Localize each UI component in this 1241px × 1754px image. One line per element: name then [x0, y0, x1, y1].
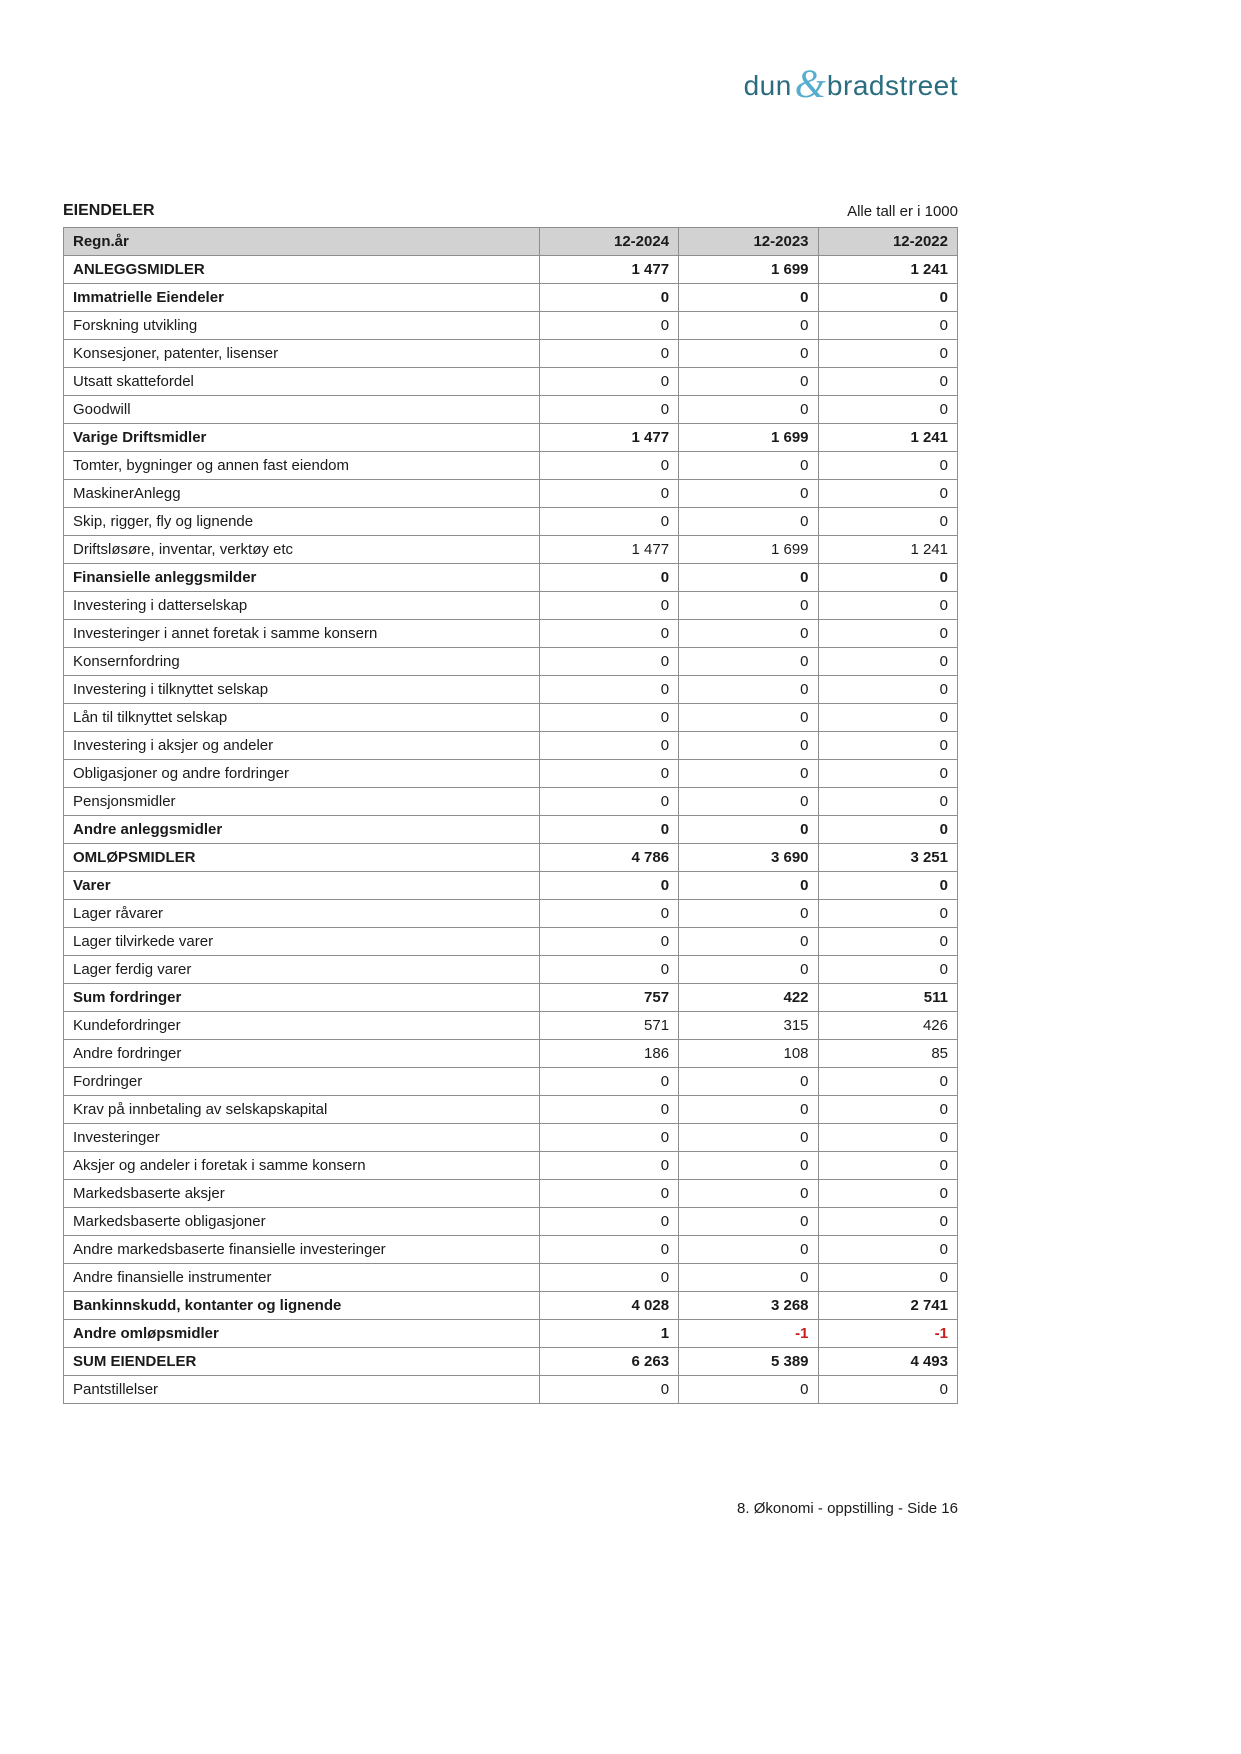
- row-value: 0: [539, 704, 678, 732]
- row-value: 0: [818, 508, 957, 536]
- row-value: 108: [679, 1040, 818, 1068]
- table-row: [64, 396, 958, 424]
- row-label: Markedsbaserte aksjer: [64, 1180, 540, 1208]
- row-label: Andre omløpsmidler: [64, 1320, 540, 1348]
- row-value: 0: [818, 1068, 957, 1096]
- row-value: 0: [679, 704, 818, 732]
- logo-text-bradstreet: bradstreet: [826, 70, 958, 101]
- row-value: 0: [679, 1376, 818, 1404]
- table-row: [64, 1376, 958, 1404]
- table-row: [64, 844, 958, 872]
- table-row: [64, 704, 958, 732]
- row-label: Sum fordringer: [64, 984, 540, 1012]
- row-value: 0: [679, 732, 818, 760]
- row-label: Investeringer i annet foretak i samme konsern: [64, 620, 540, 648]
- row-value: 0: [679, 1236, 818, 1264]
- row-value: 186: [539, 1040, 678, 1068]
- row-value: 0: [539, 1096, 678, 1124]
- row-value: 0: [818, 788, 957, 816]
- row-value: 0: [539, 816, 678, 844]
- table-row: [64, 956, 958, 984]
- row-label: Investering i tilknyttet selskap: [64, 676, 540, 704]
- row-value: 0: [818, 1180, 957, 1208]
- row-value: 511: [818, 984, 957, 1012]
- row-label: Andre markedsbaserte finansielle investeringer: [64, 1236, 540, 1264]
- row-value: 1 241: [818, 536, 957, 564]
- row-label: Konsesjoner, patenter, lisenser: [64, 340, 540, 368]
- page-footer: 8. Økonomi - oppstilling - Side 16: [737, 1500, 958, 1517]
- units-note: Alle tall er i 1000: [847, 203, 958, 220]
- table-row: [64, 620, 958, 648]
- table-row: [64, 1320, 958, 1348]
- row-value: 0: [679, 816, 818, 844]
- row-label: Fordringer: [64, 1068, 540, 1096]
- table-row: [64, 256, 958, 284]
- row-value: 0: [539, 872, 678, 900]
- table-row: [64, 676, 958, 704]
- row-label: MaskinerAnlegg: [64, 480, 540, 508]
- row-value: 0: [539, 1152, 678, 1180]
- table-row: [64, 284, 958, 312]
- row-value: 0: [818, 340, 957, 368]
- row-value: 0: [679, 956, 818, 984]
- row-value: 0: [818, 872, 957, 900]
- page-title: EIENDELER: [63, 202, 155, 219]
- row-value: 426: [818, 1012, 957, 1040]
- row-label: Markedsbaserte obligasjoner: [64, 1208, 540, 1236]
- row-value: 1 477: [539, 256, 678, 284]
- row-value: 0: [679, 1124, 818, 1152]
- table-row: [64, 508, 958, 536]
- row-label: Finansielle anleggsmilder: [64, 564, 540, 592]
- table-row: [64, 984, 958, 1012]
- row-label: Kundefordringer: [64, 1012, 540, 1040]
- row-value: 0: [679, 592, 818, 620]
- table-row: [64, 1012, 958, 1040]
- row-value: 1: [539, 1320, 678, 1348]
- row-value: 0: [818, 564, 957, 592]
- table-row: [64, 452, 958, 480]
- table-row: [64, 564, 958, 592]
- row-label: Investering i aksjer og andeler: [64, 732, 540, 760]
- row-value: 0: [539, 312, 678, 340]
- row-value: 0: [539, 592, 678, 620]
- table-row: [64, 732, 958, 760]
- row-value: 0: [818, 284, 957, 312]
- row-value: 0: [818, 704, 957, 732]
- row-value: 0: [679, 900, 818, 928]
- row-value: 0: [539, 1068, 678, 1096]
- row-value: 0: [539, 648, 678, 676]
- row-label: Lager tilvirkede varer: [64, 928, 540, 956]
- row-value: 0: [539, 1376, 678, 1404]
- row-value: 0: [679, 284, 818, 312]
- row-value: 0: [818, 648, 957, 676]
- row-value: 1 699: [679, 424, 818, 452]
- row-value: 0: [539, 732, 678, 760]
- row-value: 0: [818, 368, 957, 396]
- row-value: 0: [679, 872, 818, 900]
- row-label: Krav på innbetaling av selskapskapital: [64, 1096, 540, 1124]
- row-value: 0: [818, 760, 957, 788]
- row-value: 0: [679, 648, 818, 676]
- row-value: 3 251: [818, 844, 957, 872]
- row-value: 0: [539, 284, 678, 312]
- row-label: Varige Driftsmidler: [64, 424, 540, 452]
- row-value: 0: [818, 816, 957, 844]
- row-value: 0: [679, 480, 818, 508]
- table-row: [64, 1264, 958, 1292]
- row-value: 0: [818, 592, 957, 620]
- row-value: 0: [818, 900, 957, 928]
- row-value: 0: [679, 1208, 818, 1236]
- row-value: 0: [539, 928, 678, 956]
- row-value: 0: [679, 508, 818, 536]
- table-row: [64, 928, 958, 956]
- row-value: 0: [679, 312, 818, 340]
- table-row: [64, 536, 958, 564]
- row-value: 4 493: [818, 1348, 957, 1376]
- row-value: 0: [679, 396, 818, 424]
- row-value: 0: [679, 564, 818, 592]
- row-label: Lån til tilknyttet selskap: [64, 704, 540, 732]
- table-row: [64, 1208, 958, 1236]
- table-body: [64, 256, 958, 1404]
- row-value: 0: [679, 1152, 818, 1180]
- row-value: 0: [818, 312, 957, 340]
- row-value: 0: [539, 620, 678, 648]
- row-value: 1 241: [818, 256, 957, 284]
- row-label: Obligasjoner og andre fordringer: [64, 760, 540, 788]
- row-value: 0: [818, 620, 957, 648]
- content-area: [63, 0, 958, 1404]
- column-header-year: 12-2022: [818, 228, 957, 256]
- row-value: 315: [679, 1012, 818, 1040]
- row-value: 0: [539, 1124, 678, 1152]
- row-label: SUM EIENDELER: [64, 1348, 540, 1376]
- row-value: 0: [679, 1096, 818, 1124]
- row-value: 0: [679, 620, 818, 648]
- row-label: Andre fordringer: [64, 1040, 540, 1068]
- row-value: 757: [539, 984, 678, 1012]
- row-value: 0: [539, 788, 678, 816]
- row-value: 0: [818, 1208, 957, 1236]
- row-value: 1 699: [679, 536, 818, 564]
- row-value: 0: [539, 340, 678, 368]
- row-value: 0: [818, 928, 957, 956]
- row-value: 0: [818, 1152, 957, 1180]
- row-value: 0: [679, 928, 818, 956]
- row-label: Utsatt skattefordel: [64, 368, 540, 396]
- row-label: Lager råvarer: [64, 900, 540, 928]
- table-row: [64, 1124, 958, 1152]
- table-row: [64, 480, 958, 508]
- row-value: 3 268: [679, 1292, 818, 1320]
- row-value: 0: [539, 564, 678, 592]
- row-value: 1 477: [539, 536, 678, 564]
- row-value: 0: [818, 1124, 957, 1152]
- row-value: 2 741: [818, 1292, 957, 1320]
- dun-and-bradstreet-logo: [63, 61, 958, 110]
- row-label: Immatrielle Eiendeler: [64, 284, 540, 312]
- row-value: 0: [539, 760, 678, 788]
- table-row: [64, 1292, 958, 1320]
- table-row: [64, 648, 958, 676]
- row-label: Konsernfordring: [64, 648, 540, 676]
- table-row: [64, 368, 958, 396]
- row-label: Lager ferdig varer: [64, 956, 540, 984]
- row-value: 0: [539, 956, 678, 984]
- row-value: 0: [539, 900, 678, 928]
- row-value: 0: [539, 368, 678, 396]
- row-value: 0: [818, 396, 957, 424]
- table-row: [64, 1348, 958, 1376]
- row-value: 0: [818, 732, 957, 760]
- row-value: 0: [818, 480, 957, 508]
- table-row: [64, 1152, 958, 1180]
- row-label: Pensjonsmidler: [64, 788, 540, 816]
- row-label: Pantstillelser: [64, 1376, 540, 1404]
- table-row: [64, 1096, 958, 1124]
- row-value: 1 699: [679, 256, 818, 284]
- table-row: [64, 1180, 958, 1208]
- row-value: 0: [818, 1264, 957, 1292]
- row-value: 0: [818, 1236, 957, 1264]
- table-row: [64, 1040, 958, 1068]
- row-value: 0: [539, 1180, 678, 1208]
- row-value: 0: [539, 396, 678, 424]
- row-value: 3 690: [679, 844, 818, 872]
- row-value: 4 786: [539, 844, 678, 872]
- column-header-year: 12-2024: [539, 228, 678, 256]
- row-value: 1 241: [818, 424, 957, 452]
- row-value: 0: [818, 452, 957, 480]
- row-label: Investeringer: [64, 1124, 540, 1152]
- row-label: Bankinnskudd, kontanter og lignende: [64, 1292, 540, 1320]
- table-row: [64, 312, 958, 340]
- row-value: 0: [679, 1068, 818, 1096]
- row-value: 4 028: [539, 1292, 678, 1320]
- column-header-label: Regn.år: [64, 228, 540, 256]
- row-label: Goodwill: [64, 396, 540, 424]
- row-value: -1: [679, 1320, 818, 1348]
- row-label: Aksjer og andeler i foretak i samme konsern: [64, 1152, 540, 1180]
- table-header-row: [64, 228, 958, 256]
- row-value: 571: [539, 1012, 678, 1040]
- row-value: 0: [539, 1208, 678, 1236]
- row-value: 0: [818, 956, 957, 984]
- table-row: [64, 816, 958, 844]
- row-value: 0: [539, 1264, 678, 1292]
- table-row: [64, 340, 958, 368]
- row-label: Skip, rigger, fly og lignende: [64, 508, 540, 536]
- row-value: 422: [679, 984, 818, 1012]
- table-row: [64, 788, 958, 816]
- row-value: 1 477: [539, 424, 678, 452]
- row-label: Driftsløsøre, inventar, verktøy etc: [64, 536, 540, 564]
- table-row: [64, 900, 958, 928]
- logo-ampersand-icon: &: [794, 61, 826, 106]
- row-value: 0: [679, 452, 818, 480]
- row-value: 0: [679, 788, 818, 816]
- row-value: 0: [818, 1376, 957, 1404]
- row-label: Varer: [64, 872, 540, 900]
- row-label: OMLØPSMIDLER: [64, 844, 540, 872]
- row-value: 0: [818, 676, 957, 704]
- column-header-year: 12-2023: [679, 228, 818, 256]
- row-value: 0: [679, 676, 818, 704]
- row-value: 0: [818, 1096, 957, 1124]
- logo-text-dun: dun: [743, 70, 792, 101]
- row-value: 5 389: [679, 1348, 818, 1376]
- row-label: Andre finansielle instrumenter: [64, 1264, 540, 1292]
- table-row: [64, 872, 958, 900]
- balance-sheet-table: [63, 227, 958, 1404]
- row-value: -1: [818, 1320, 957, 1348]
- row-value: 0: [539, 508, 678, 536]
- row-value: 0: [679, 340, 818, 368]
- row-label: ANLEGGSMIDLER: [64, 256, 540, 284]
- row-value: 0: [539, 676, 678, 704]
- row-value: 0: [539, 1236, 678, 1264]
- row-label: Forskning utvikling: [64, 312, 540, 340]
- row-value: 0: [539, 452, 678, 480]
- table-row: [64, 1236, 958, 1264]
- title-row: [63, 202, 958, 220]
- row-label: Tomter, bygninger og annen fast eiendom: [64, 452, 540, 480]
- row-label: Andre anleggsmidler: [64, 816, 540, 844]
- row-value: 85: [818, 1040, 957, 1068]
- table-row: [64, 760, 958, 788]
- row-value: 0: [679, 1264, 818, 1292]
- table-row: [64, 424, 958, 452]
- row-value: 0: [539, 480, 678, 508]
- row-value: 0: [679, 368, 818, 396]
- row-value: 0: [679, 1180, 818, 1208]
- table-row: [64, 592, 958, 620]
- table-row: [64, 1068, 958, 1096]
- row-value: 6 263: [539, 1348, 678, 1376]
- row-value: 0: [679, 760, 818, 788]
- row-label: Investering i datterselskap: [64, 592, 540, 620]
